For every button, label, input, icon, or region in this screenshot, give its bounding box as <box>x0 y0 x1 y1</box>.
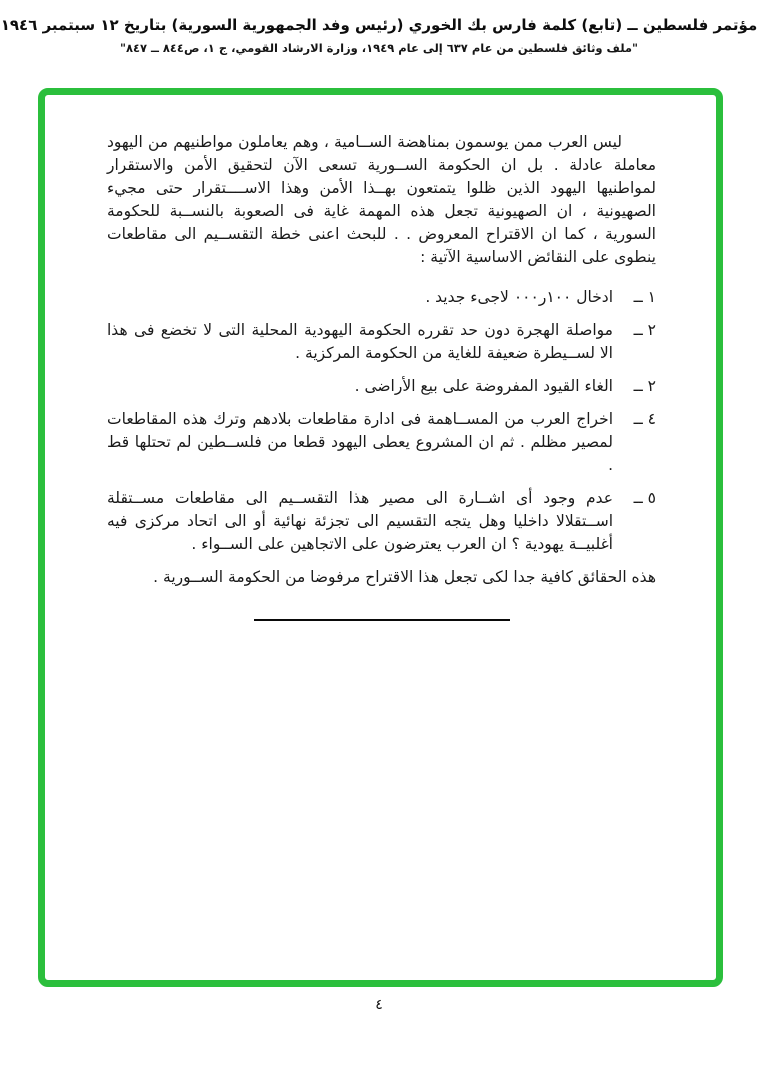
numbered-list <box>107 286 656 556</box>
document-frame <box>38 88 723 987</box>
list-item-text: عدم وجود أى اشــارة الى مصير هذا التقســيم الى مقاطعات مســتقلة اســتقلالا داخليا وهل يتجه التقسيم الى تجزئة نهائية أو الى اتحاد مركزى فيه أغلبيــة يهودية ؟ ان العرب يعترضون على الاتجاهين على الســواء . <box>107 489 613 553</box>
closing-paragraph: هذه الحقائق كافية جدا لكى تجعل هذا الاقتراح مرفوضا من الحكومة الســورية . <box>153 568 656 586</box>
paragraph: ليس العرب ممن يوسمون بمناهضة الســامية ، وهم يعاملون مواطنيهم من اليهود معاملة عادلة . بل ان الحكومة الســورية تسعى الآن لتحقيق الأمن والاستقرار لمواطنيها اليهود الذين ظلوا يتمتعون بهــذا الأمن وهذا الاســــتقرار حتى مجيء الصهيونية ، ان الصهيونية تجعل هذه المهمة غاية فى الصعوبة بالنســبة للحكومة السورية ، كما ان الاقتراح المعروض . . للبحث اعنى خطة التقســيم الى مقاطعات ينطوى على النقائض الاساسية الآتية : <box>107 133 656 266</box>
header-source-citation: "ملف وثائق فلسطين من عام ٦٣٧ إلى عام ١٩٤٩، وزارة الارشاد القومي، ج ١، ص٨٤٤ ــ ٨٤٧" <box>119 41 639 55</box>
list-item-marker: ١ ــ <box>633 288 656 306</box>
list-item <box>107 286 656 309</box>
list-item-marker: ٢ ــ <box>633 321 656 339</box>
list-item <box>107 408 656 477</box>
document-body <box>45 95 716 621</box>
list-item-text: الغاء القيود المفروضة على بيع الأراضى . <box>354 377 613 395</box>
list-item-text: ادخال ١٠٠ر٠٠٠ لاجىء جديد . <box>425 288 613 306</box>
list-item-text: اخراج العرب من المســاهمة فى ادارة مقاطعات بلادهم وترك هذه المقاطعات لمصير مظلم . ثم ان المشروع يعطى اليهود قطعا من فلســطين لم تحتلها قط . <box>107 410 613 474</box>
header-title: مؤتمر فلسطين ــ (تابع) كلمة فارس بك الخوري (رئيس وفد الجمهورية السورية) بتاريخ ١٢ سبتمبر ١٩٤٦ <box>0 16 758 34</box>
list-item-marker: ٢ ــ <box>633 377 656 395</box>
page-number: ٤ <box>375 997 383 1013</box>
list-item-text: مواصلة الهجرة دون حد تقرره الحكومة اليهودية المحلية التى لا تخضع فى هذا الا لســيطرة ضعيفة للغاية من الحكومة المركزية . <box>107 321 613 362</box>
document-header <box>0 16 758 55</box>
separator-rule <box>254 619 510 621</box>
list-item-marker: ٥ ــ <box>633 489 656 507</box>
list-item <box>107 375 656 398</box>
list-item <box>107 487 656 556</box>
list-item <box>107 319 656 365</box>
list-item-marker: ٤ ــ <box>633 410 656 428</box>
